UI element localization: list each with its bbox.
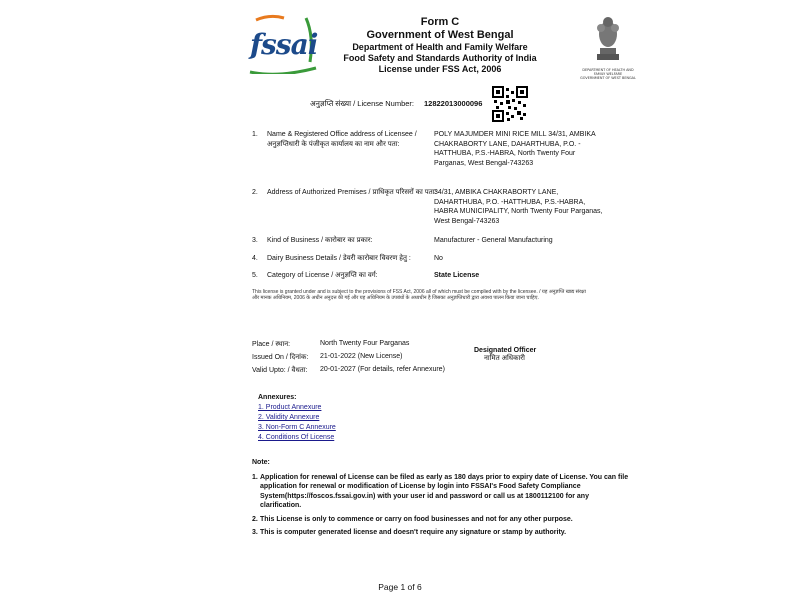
government-title: Government of West Bengal xyxy=(366,29,514,41)
note-item xyxy=(252,473,632,511)
notes xyxy=(252,458,632,542)
item-label: Kind of Business / कारोबार का प्रकार: xyxy=(267,237,373,244)
designated-officer xyxy=(474,347,536,363)
item-label: Category of License / अनुज्ञप्ति का वर्ग: xyxy=(267,272,378,279)
note-number: 3. xyxy=(252,529,258,536)
note-number: 2. xyxy=(252,515,258,523)
fssai-logo-icon xyxy=(248,14,318,74)
item-number: 1. xyxy=(252,131,258,138)
place-value: North Twenty Four Parganas xyxy=(320,340,410,347)
item-value: Manufacturer - General Manufacturing xyxy=(434,237,553,244)
emblem-caption-1: DEPARTMENT OF HEALTH AND FAMILY WELFARE xyxy=(582,68,634,76)
notes-title: Note: xyxy=(252,459,270,466)
annexures xyxy=(258,393,336,443)
license-act-title: License under FSS Act, 2006 xyxy=(378,64,502,74)
item-number: 3. xyxy=(252,237,258,244)
item-label: Dairy Business Details / डेयरी कारोबार विवरण हेतु : xyxy=(267,255,411,262)
note-number: 1. xyxy=(252,473,258,481)
item-label: Address of Authorized Premises / प्राधिकृत परिसरों का पता: xyxy=(267,189,437,196)
annexures-title: Annexures: xyxy=(258,394,297,401)
note-text: Application for renewal of License can be filed as early as 180 days prior to expiry date of License. You can file application for renewal or modification of License by login into FSSAI's Food Safety Compliance System(https://foscos.fssai.gov.in) with your user id and password or call us at 1800112100 for any clarification. xyxy=(260,473,629,509)
national-emblem xyxy=(578,14,638,78)
license-number-label: अनुज्ञप्ति संख्या / License Number: xyxy=(310,99,415,108)
license-notice: This license is granted under and is subject to the provisions of FSS Act, 2006 all of which must be complied with by the licensee. / यह अनुज्ञप्ति खाद्य संरक्षा और मानक अधिनियम, 2006 के अधीन अनुदत्त की गई और यह अधिनियम के उपबंधों के अध्यधीन है जिसका अनुज्ञप्तिधारी द्वारा अवश्य पालन किया जाना चाहिए. xyxy=(252,289,586,302)
item-number: 5. xyxy=(252,272,258,279)
item-number: 2. xyxy=(252,189,258,196)
item-number: 4. xyxy=(252,255,258,262)
annexure-validity-link[interactable]: 2. Validity Annexure xyxy=(258,414,320,421)
note-item xyxy=(252,515,632,525)
item-label: Name & Registered Office address of Licensee / अनुज्ञप्तिधारी के पंजीकृत कार्यालय का नाम और पता: xyxy=(267,131,417,148)
note-text: This License is only to commence or carry on food businesses and not for any other purpose. xyxy=(260,515,573,523)
valid-value: 20-01-2027 (For details, refer Annexure) xyxy=(320,366,445,373)
place-label: Place / स्थान: xyxy=(252,341,291,348)
authority-title: Food Safety and Standards Authority of India xyxy=(343,53,537,63)
document-header xyxy=(330,16,550,75)
item-value: 34/31, AMBIKA CHAKRABORTY LANE, DAHARTHUBA, P.O. -HATTHUBA, P.S.-HABRA, HABRA MUNICIPALITY, North Twenty Four Parganas, West Bengal-743263 xyxy=(434,189,603,225)
valid-label: Valid Upto: / वैधता: xyxy=(252,367,308,374)
annexure-conditions-link[interactable]: 4. Conditions Of License xyxy=(258,434,335,441)
designated-officer-hindi: नामित अधिकारी xyxy=(484,355,525,362)
license-number-value: 12822013000096 xyxy=(424,99,483,108)
department-title: Department of Health and Family Welfare xyxy=(352,42,528,52)
page-indicator: Page 1 of 6 xyxy=(378,582,422,592)
qr-code-icon xyxy=(492,86,528,122)
annexure-non-form-c-link[interactable]: 3. Non-Form C Annexure xyxy=(258,424,336,431)
license-number-row xyxy=(310,99,483,109)
item-value: No xyxy=(434,255,443,262)
designated-officer-title: Designated Officer xyxy=(474,347,537,354)
form-title: Form C xyxy=(420,16,460,28)
national-emblem-icon xyxy=(593,14,623,64)
fssai-logo-text: fssai xyxy=(250,28,318,61)
note-item xyxy=(252,528,632,538)
item-value: POLY MAJUMDER MINI RICE MILL 34/31, AMBIKA CHAKRABORTY LANE, DAHARTHUBA, P.O. -HATTHUBA, P.S.-HABRA, North Twenty Four Parganas, West Bengal-743263 xyxy=(434,131,596,167)
issued-label: Issued On / दिनांक: xyxy=(252,354,309,361)
annexure-product-link[interactable]: 1. Product Annexure xyxy=(258,404,322,411)
item-value: State License xyxy=(434,272,480,279)
note-text: This is computer generated license and doesn't require any signature or stamp by authority. xyxy=(260,529,567,536)
emblem-caption-2: GOVERNMENT OF WEST BENGAL xyxy=(580,76,636,80)
issued-value: 21-01-2022 (New License) xyxy=(320,353,403,360)
